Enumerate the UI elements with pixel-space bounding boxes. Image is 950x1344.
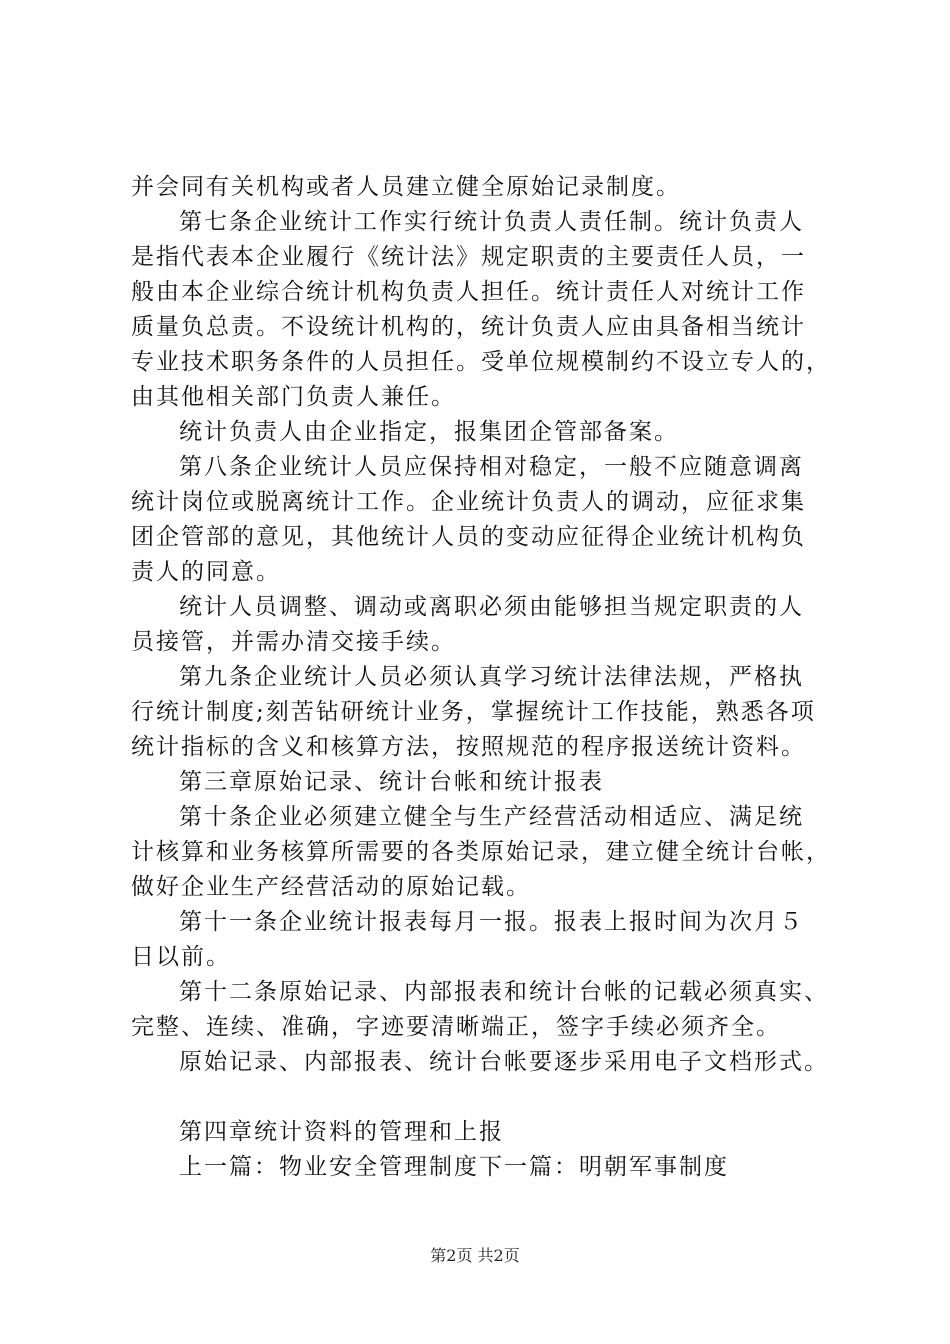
paragraph-line: 第十条企业必须建立健全与生产经营活动相适应、满足统 [179, 804, 804, 830]
paragraph-line: 原始记录、内部报表、统计台帐要逐步采用电子文档形式。 [179, 1049, 829, 1075]
paragraph-line: 完整、连续、准确，字迹要清晰端正，签字手续必须齐全。 [131, 1014, 781, 1040]
paragraph-line: 统计负责人由企业指定，报集团企管部备案。 [179, 419, 679, 445]
paragraph-line: 统计人员调整、调动或离职必须由能够担当规定职责的人 [179, 594, 804, 620]
paragraph-line: 第九条企业统计人员必须认真学习统计法律法规，严格执 [179, 664, 804, 690]
paragraph-line: 并会同有关机构或者人员建立健全原始记录制度。 [131, 174, 681, 200]
paragraph-line: 做好企业生产经营活动的原始记载。 [131, 874, 531, 900]
paragraph-line: 第八条企业统计人员应保持相对稳定，一般不应随意调离 [179, 454, 804, 480]
paragraph-line: 统计指标的含义和核算方法，按照规范的程序报送统计资料。 [131, 734, 806, 760]
paragraph-line: 专业技术职务条件的人员担任。受单位规模制约不设立专人的， [131, 349, 831, 375]
paragraph-line: 员接管，并需办清交接手续。 [131, 629, 456, 655]
paragraph-line: 责人的同意。 [131, 559, 281, 585]
chapter-heading: 第四章统计资料的管理和上报 [179, 1119, 504, 1145]
paragraph-line: 计核算和业务核算所需要的各类原始记录，建立健全统计台帐， [131, 839, 831, 865]
paragraph-line: 第十一条企业统计报表每月一报。报表上报时间为次月５ [179, 909, 804, 935]
paragraph-line: 是指代表本企业履行《统计法》规定职责的主要责任人员，一 [131, 244, 806, 270]
paragraph-line: 日以前。 [131, 944, 231, 970]
paragraph-line: 行统计制度;刻苦钻研统计业务，掌握统计工作技能，熟悉各项 [131, 699, 816, 725]
document-body [131, 170, 831, 1185]
paragraph-line: 般由本企业综合统计机构负责人担任。统计责任人对统计工作 [131, 279, 806, 305]
paragraph-line: 第七条企业统计工作实行统计负责人责任制。统计负责人 [179, 209, 804, 235]
prev-next-links[interactable]: 上一篇：物业安全管理制度下一篇：明朝军事制度 [179, 1154, 729, 1180]
paragraph-line: 第十二条原始记录、内部报表和统计台帐的记载必须真实、 [179, 979, 829, 1005]
page-number-footer: 第2页 共2页 [430, 1246, 520, 1265]
paragraph-line: 质量负总责。不设统计机构的，统计负责人应由具备相当统计 [131, 314, 806, 340]
chapter-heading: 第三章原始记录、统计台帐和统计报表 [179, 769, 604, 795]
paragraph-line: 由其他相关部门负责人兼任。 [131, 384, 456, 410]
paragraph-line: 团企管部的意见，其他统计人员的变动应征得企业统计机构负 [131, 524, 806, 550]
blank-line [131, 1080, 831, 1115]
paragraph-line: 统计岗位或脱离统计工作。企业统计负责人的调动，应征求集 [131, 489, 806, 515]
